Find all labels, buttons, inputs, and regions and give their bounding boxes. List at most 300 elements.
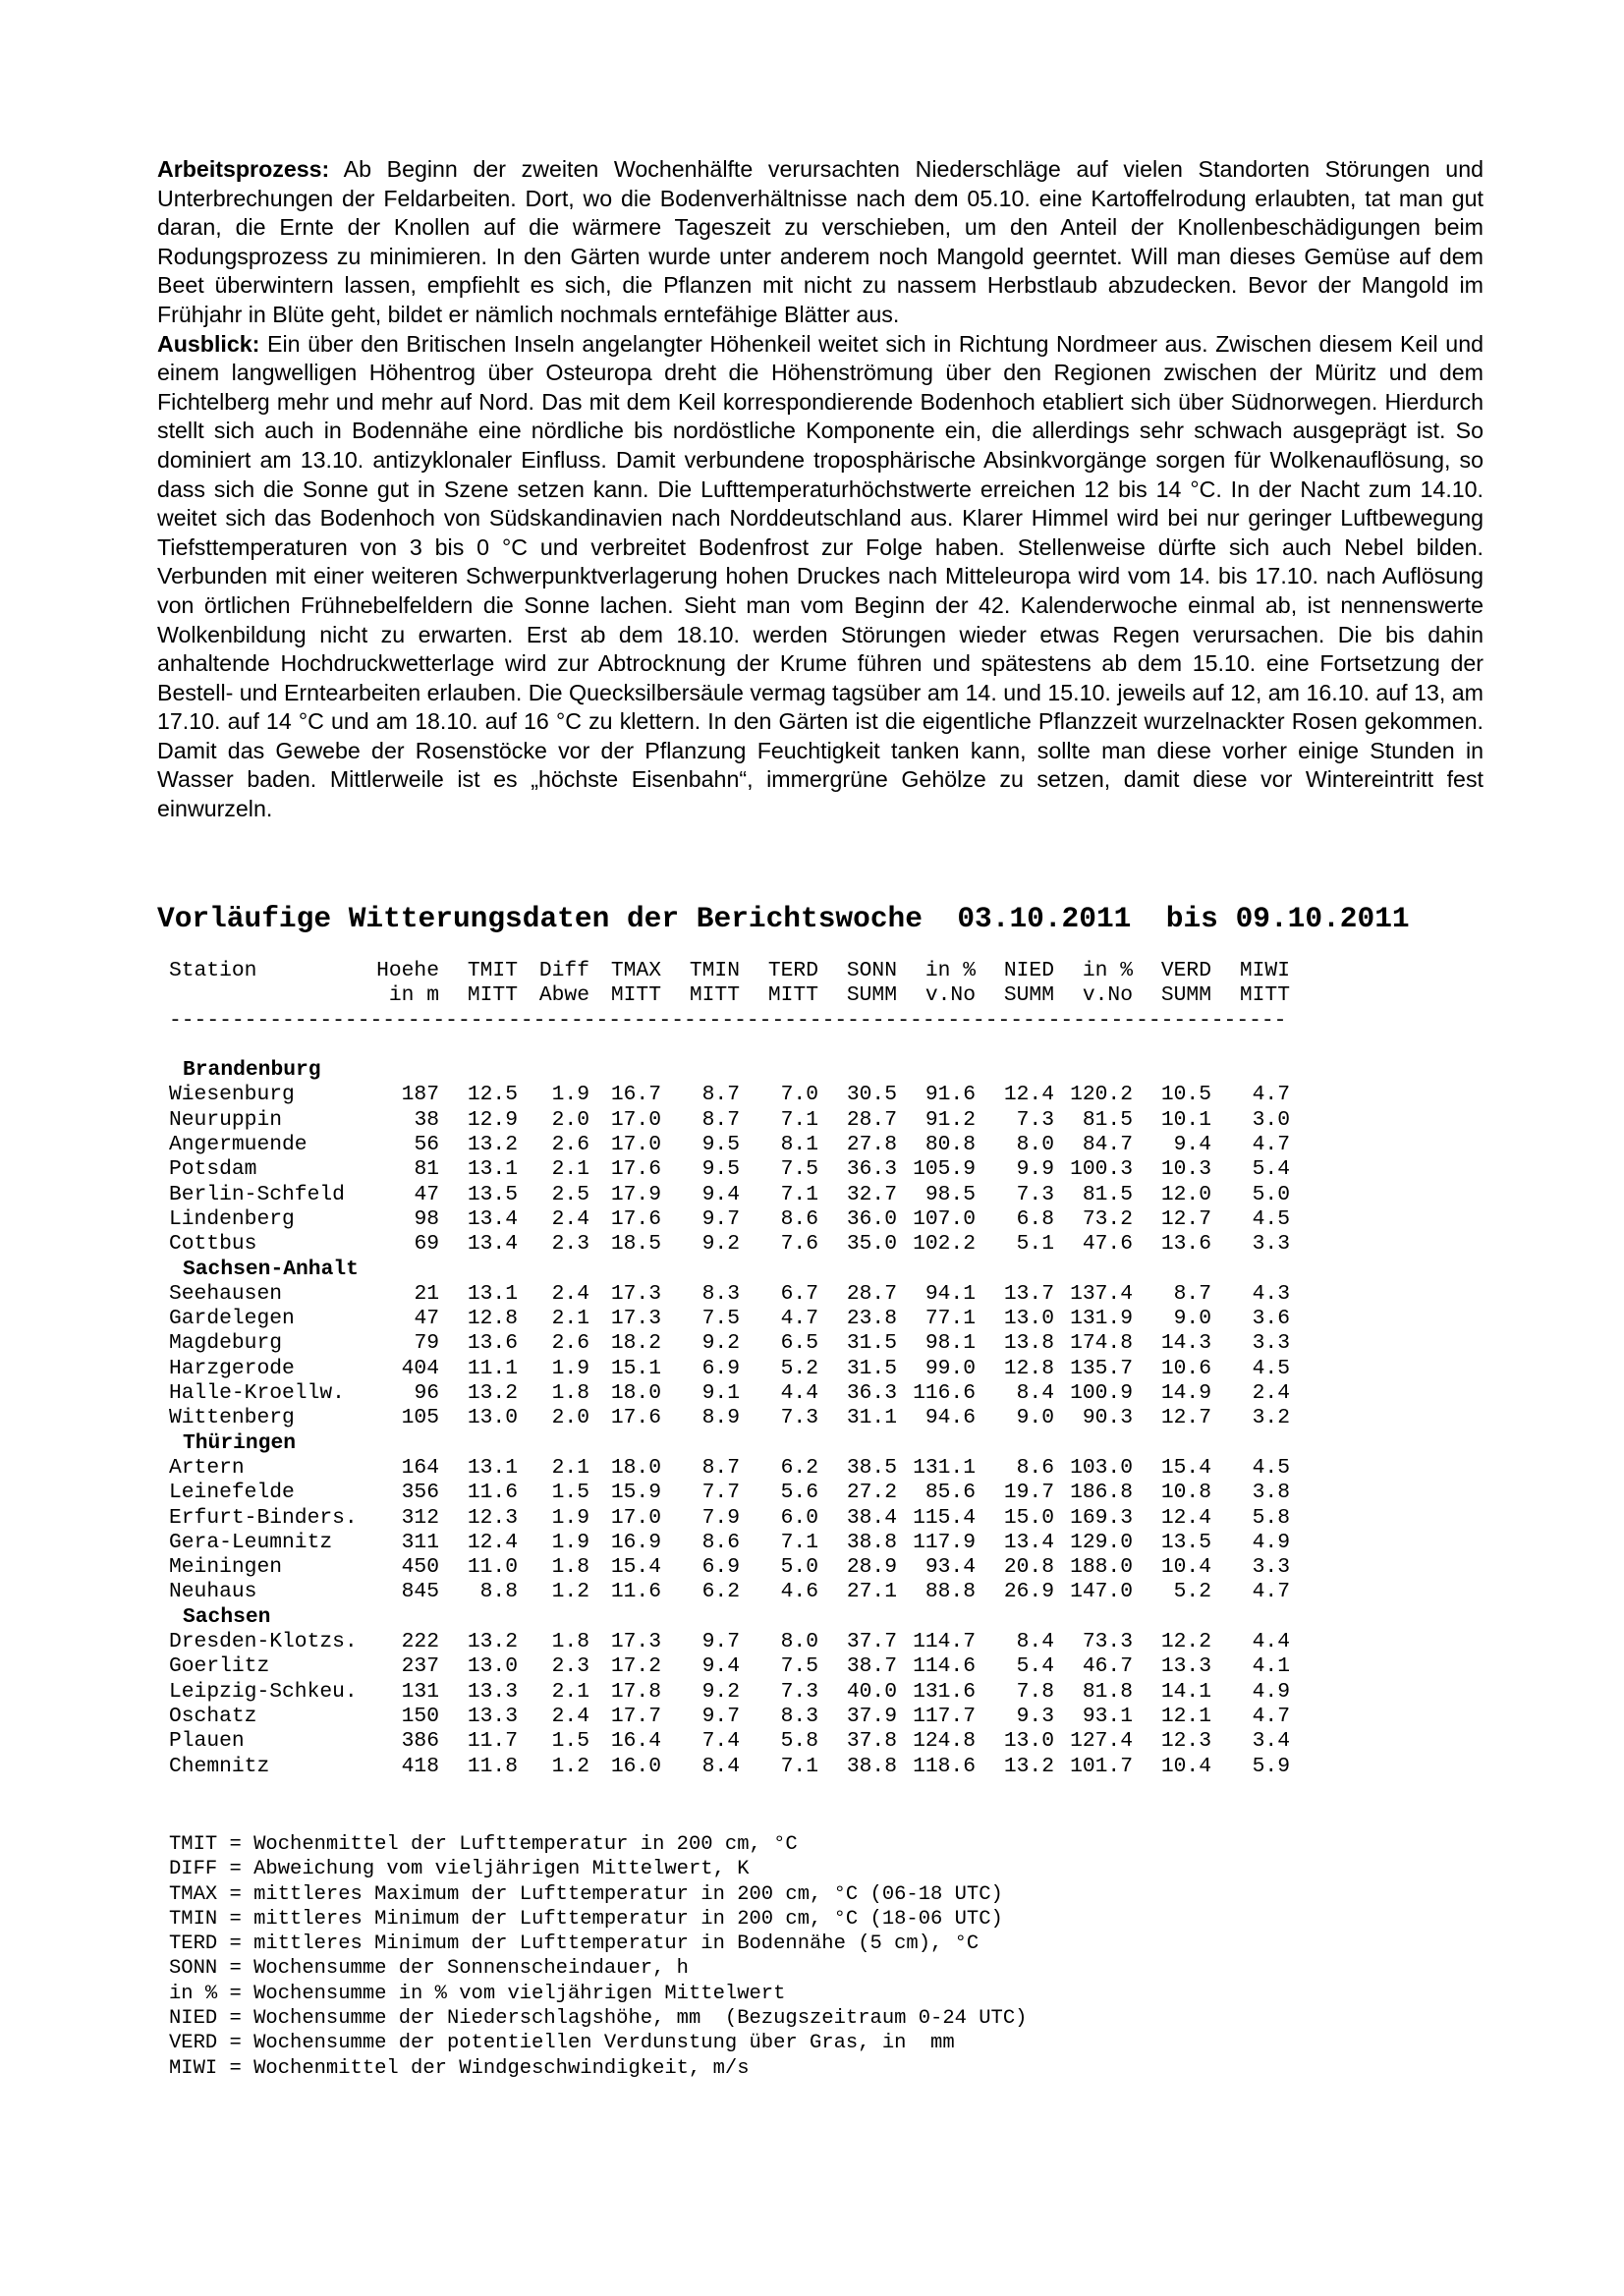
value-cell: 418 bbox=[401, 1754, 439, 1778]
station-cell: Berlin-Schfeld bbox=[169, 1182, 345, 1206]
station-cell: Lindenberg bbox=[169, 1206, 295, 1231]
value-cell: 12.8 bbox=[467, 1307, 518, 1331]
value-cell: 99.0 bbox=[924, 1356, 976, 1380]
value-cell: 13.7 bbox=[1003, 1281, 1054, 1306]
value-cell: 38.7 bbox=[846, 1654, 897, 1679]
value-cell: 80.8 bbox=[924, 1133, 976, 1157]
value-cell: 102.2 bbox=[913, 1232, 976, 1257]
legend-line: in % = Wochensumme in % vom vieljährigen Mittelwert bbox=[169, 1982, 786, 2005]
value-cell: 9.4 bbox=[701, 1654, 740, 1679]
value-cell: 98.5 bbox=[924, 1182, 976, 1206]
legend-line: MIWI = Wochenmittel der Windgeschwindigkeit, m/s bbox=[169, 2056, 750, 2080]
value-cell: 13.2 bbox=[467, 1133, 518, 1157]
value-cell: 2.1 bbox=[551, 1307, 589, 1331]
table-spacer bbox=[169, 1034, 1290, 1058]
value-cell: 129.0 bbox=[1070, 1530, 1133, 1554]
value-cell: 1.5 bbox=[551, 1729, 589, 1754]
value-cell: 131.9 bbox=[1070, 1307, 1133, 1331]
station-cell: Artern bbox=[169, 1455, 245, 1480]
value-cell: 3.0 bbox=[1252, 1107, 1290, 1132]
value-cell: MITT bbox=[1239, 983, 1290, 1008]
value-cell: 94.6 bbox=[924, 1406, 976, 1430]
value-cell: 164 bbox=[401, 1455, 439, 1480]
value-cell: 18.0 bbox=[610, 1455, 661, 1480]
value-cell: 11.6 bbox=[610, 1580, 661, 1604]
value-cell: 2.4 bbox=[551, 1206, 589, 1231]
value-cell: 13.1 bbox=[467, 1281, 518, 1306]
value-cell: 13.0 bbox=[1003, 1307, 1054, 1331]
value-cell: 47 bbox=[414, 1182, 439, 1206]
value-cell: 12.3 bbox=[1160, 1729, 1211, 1754]
value-cell: 135.7 bbox=[1070, 1356, 1133, 1380]
ausblick-text: Ein über den Britischen Inseln angelangter Höhenkeil weitet sich in Richtung Nordmeer aus. Zwischen diesem Keil und einem langwelligen Höhentrog über Osteuropa dreht die Höhenströmung über den Regionen zwischen der Müritz und dem Fichtelberg mehr und mehr auf Nord. Das mit dem Keil korrespondierende Bodenhoch etabliert sich über Südnorwegen. Hierdurch stellt sich auch in Bodennähe eine nördliche bis nordöstliche Komponente ein, die allerdings sehr schwach ausgeprägt ist. So dominiert am 13.10. antizyklonaler Einfluss. Damit verbundene troposphärische Absinkvorgänge sorgen für Wolkenauflösung, so dass sich die Sonne gut in Szene setzen kann. Die Lufttemperaturhöchstwerte erreichen 12 bis 14 °C. In der Nacht zum 14.10. weitet sich das Bodenhoch von Südskandinavien nach Norddeutschland aus. Klarer Himmel wird bei nur geringer Luftbewegung Tiefsttemperaturen von 3 bis 0 °C und verbreitet Bodenfrost zur Folge haben. Stellenweise dürfte sich auch Nebel bilden. Verbunden mit einer weiteren Schwerpunktverlagerung hohen Druckes nach Mitteleuropa wird vom 14. bis 17.10. nach Auflösung von örtlichen Frühnebelfeldern die Sonne lachen. Sieht man vom Beginn der 42. Kalenderwoche einmal ab, ist nennenswerte Wolkenbildung nicht zu erwarten. Erst ab dem 18.10. werden Störungen wieder etwas Regen verursachen. Die bis dahin anhaltende Hochdruckwetterlage wird zur Abtrocknung der Krume führen und spätestens ab dem 15.10. eine Fortsetzung der Bestell- und Erntearbeiten erlauben. Die Quecksilbersäule vermag tagsüber am 14. und 15.10. jeweils auf 12, am 16.10. auf 13, am 17.10. auf 14 °C und am 18.10. auf 16 °C zu klettern. In den Gärten ist die eigentliche Pflanzzeit wurzelnackter Rosen gekommen. Damit das Gewebe der Rosenstöcke vor der Pflanzung Feuchtigkeit tanken kann, sollte man diese vorher einige Stunden in Wasser baden. Mittlerweile ist es „höchste Eisenbahn“, immergrüne Gehölze zu setzen, damit diese vor Wintereintritt fest einwurzeln. bbox=[157, 330, 1484, 822]
value-cell: 124.8 bbox=[913, 1729, 976, 1754]
value-cell: 4.7 bbox=[1252, 1133, 1290, 1157]
value-cell: 12.7 bbox=[1160, 1206, 1211, 1231]
value-cell: 17.7 bbox=[610, 1704, 661, 1728]
value-cell: in % bbox=[1082, 959, 1133, 982]
station-cell: Station bbox=[169, 959, 257, 982]
value-cell: 4.4 bbox=[1252, 1630, 1290, 1654]
station-cell: Goerlitz bbox=[169, 1654, 270, 1679]
value-cell: TMIT bbox=[467, 959, 518, 982]
value-cell: 18.5 bbox=[610, 1232, 661, 1257]
table-separator: ----------------------------------------------------------------------------------------- bbox=[169, 1008, 1287, 1033]
value-cell: 7.5 bbox=[780, 1157, 818, 1182]
value-cell: 3.2 bbox=[1252, 1406, 1290, 1430]
value-cell: 7.1 bbox=[780, 1182, 818, 1206]
value-cell: 27.2 bbox=[846, 1481, 897, 1505]
value-cell: in % bbox=[924, 959, 976, 982]
value-cell: 28.7 bbox=[846, 1281, 897, 1306]
value-cell: 15.1 bbox=[610, 1356, 661, 1380]
value-cell: 8.3 bbox=[780, 1704, 818, 1728]
value-cell: 9.0 bbox=[1173, 1307, 1211, 1331]
table-row bbox=[169, 1481, 1290, 1505]
value-cell: 16.0 bbox=[610, 1754, 661, 1778]
region-heading: Sachsen-Anhalt bbox=[183, 1257, 359, 1281]
value-cell: 8.7 bbox=[1173, 1281, 1211, 1306]
value-cell: 6.5 bbox=[780, 1331, 818, 1356]
value-cell: 4.7 bbox=[1252, 1704, 1290, 1728]
value-cell: 15.4 bbox=[1160, 1455, 1211, 1480]
value-cell: 13.0 bbox=[467, 1654, 518, 1679]
value-cell: 5.0 bbox=[780, 1555, 818, 1580]
value-cell: MITT bbox=[689, 983, 740, 1008]
value-cell: 12.3 bbox=[467, 1505, 518, 1530]
region-heading: Thüringen bbox=[183, 1430, 297, 1455]
value-cell: 36.0 bbox=[846, 1206, 897, 1231]
value-cell: 450 bbox=[401, 1555, 439, 1580]
value-cell: 2.1 bbox=[551, 1157, 589, 1182]
report-text bbox=[157, 155, 1484, 824]
value-cell: 40.0 bbox=[846, 1679, 897, 1704]
value-cell: 10.1 bbox=[1160, 1107, 1211, 1132]
value-cell: 12.1 bbox=[1160, 1704, 1211, 1728]
value-cell: 91.2 bbox=[924, 1107, 976, 1132]
value-cell: 4.9 bbox=[1252, 1530, 1290, 1554]
value-cell: 3.6 bbox=[1252, 1307, 1290, 1331]
value-cell: 4.6 bbox=[780, 1580, 818, 1604]
value-cell: 9.7 bbox=[701, 1206, 740, 1231]
value-cell: 13.2 bbox=[467, 1630, 518, 1654]
value-cell: 5.4 bbox=[1252, 1157, 1290, 1182]
value-cell: Hoehe bbox=[376, 959, 439, 982]
value-cell: 15.4 bbox=[610, 1555, 661, 1580]
station-cell: Magdeburg bbox=[169, 1331, 283, 1356]
value-cell: 7.3 bbox=[1016, 1182, 1054, 1206]
legend-line: TERD = mittleres Minimum der Lufttemperatur in Bodennähe (5 cm), °C bbox=[169, 1932, 980, 1956]
value-cell: 4.4 bbox=[780, 1381, 818, 1406]
value-cell: 21 bbox=[414, 1281, 439, 1306]
value-cell: 47.6 bbox=[1082, 1232, 1133, 1257]
value-cell: Diff bbox=[538, 959, 589, 982]
value-cell: 96 bbox=[414, 1381, 439, 1406]
value-cell: 2.6 bbox=[551, 1133, 589, 1157]
value-cell: 15.9 bbox=[610, 1481, 661, 1505]
value-cell: 12.0 bbox=[1160, 1182, 1211, 1206]
value-cell: 5.1 bbox=[1016, 1232, 1054, 1257]
value-cell: 6.7 bbox=[780, 1281, 818, 1306]
value-cell: 1.9 bbox=[551, 1356, 589, 1380]
value-cell: 11.0 bbox=[467, 1555, 518, 1580]
value-cell: 18.0 bbox=[610, 1381, 661, 1406]
weather-table bbox=[169, 959, 1290, 1779]
value-cell: 2.1 bbox=[551, 1455, 589, 1480]
value-cell: SUMM bbox=[1160, 983, 1211, 1008]
value-cell: 8.4 bbox=[701, 1754, 740, 1778]
value-cell: VERD bbox=[1160, 959, 1211, 982]
value-cell: 8.4 bbox=[1016, 1630, 1054, 1654]
table-row bbox=[169, 1705, 1290, 1729]
value-cell: 93.1 bbox=[1082, 1704, 1133, 1728]
value-cell: 32.7 bbox=[846, 1182, 897, 1206]
value-cell: 6.8 bbox=[1016, 1206, 1054, 1231]
value-cell: 98 bbox=[414, 1206, 439, 1231]
table-row bbox=[169, 1680, 1290, 1705]
table-row bbox=[169, 1555, 1290, 1580]
value-cell: 20.8 bbox=[1003, 1555, 1054, 1580]
value-cell: 187 bbox=[401, 1083, 439, 1107]
value-cell: SUMM bbox=[1003, 983, 1054, 1008]
value-cell: 17.3 bbox=[610, 1630, 661, 1654]
value-cell: TMIN bbox=[689, 959, 740, 982]
arbeitsprozess-label: Arbeitsprozess: bbox=[157, 156, 330, 182]
station-cell: Meiningen bbox=[169, 1555, 283, 1580]
value-cell: 8.6 bbox=[1016, 1455, 1054, 1480]
value-cell: 91.6 bbox=[924, 1083, 976, 1107]
table-row bbox=[169, 1357, 1290, 1381]
value-cell: 13.4 bbox=[467, 1206, 518, 1231]
value-cell: 69 bbox=[414, 1232, 439, 1257]
value-cell: 16.9 bbox=[610, 1530, 661, 1554]
station-cell: Harzgerode bbox=[169, 1356, 295, 1380]
value-cell: 9.1 bbox=[701, 1381, 740, 1406]
table-row bbox=[169, 1232, 1290, 1257]
value-cell: 56 bbox=[414, 1133, 439, 1157]
value-cell: 11.8 bbox=[467, 1754, 518, 1778]
table-row bbox=[169, 1282, 1290, 1307]
value-cell: 85.6 bbox=[924, 1481, 976, 1505]
value-cell: 17.0 bbox=[610, 1505, 661, 1530]
value-cell: 101.7 bbox=[1070, 1754, 1133, 1778]
value-cell: 10.3 bbox=[1160, 1157, 1211, 1182]
value-cell: 8.4 bbox=[1016, 1381, 1054, 1406]
value-cell: SONN bbox=[846, 959, 897, 982]
value-cell: 8.6 bbox=[701, 1530, 740, 1554]
value-cell: 4.3 bbox=[1252, 1281, 1290, 1306]
value-cell: 18.2 bbox=[610, 1331, 661, 1356]
value-cell: 94.1 bbox=[924, 1281, 976, 1306]
value-cell: in m bbox=[388, 983, 439, 1008]
value-cell: 127.4 bbox=[1070, 1729, 1133, 1754]
station-cell: Dresden-Klotzs. bbox=[169, 1630, 358, 1654]
value-cell: v.No bbox=[1082, 983, 1133, 1008]
value-cell: 12.2 bbox=[1160, 1630, 1211, 1654]
station-cell: Erfurt-Binders. bbox=[169, 1505, 358, 1530]
value-cell: MITT bbox=[610, 983, 661, 1008]
value-cell: 169.3 bbox=[1070, 1505, 1133, 1530]
value-cell: 7.1 bbox=[780, 1530, 818, 1554]
table-row bbox=[169, 1307, 1290, 1331]
value-cell: 27.8 bbox=[846, 1133, 897, 1157]
value-cell: 174.8 bbox=[1070, 1331, 1133, 1356]
value-cell: 36.3 bbox=[846, 1381, 897, 1406]
value-cell: 1.9 bbox=[551, 1083, 589, 1107]
value-cell: 38.4 bbox=[846, 1505, 897, 1530]
value-cell: 13.4 bbox=[1003, 1530, 1054, 1554]
value-cell: MIWI bbox=[1239, 959, 1290, 982]
value-cell: 9.2 bbox=[701, 1331, 740, 1356]
value-cell: 1.8 bbox=[551, 1630, 589, 1654]
value-cell: 7.1 bbox=[780, 1754, 818, 1778]
value-cell: 13.1 bbox=[467, 1455, 518, 1480]
value-cell: 9.3 bbox=[1016, 1704, 1054, 1728]
value-cell: 7.3 bbox=[780, 1406, 818, 1430]
table-row bbox=[169, 1183, 1290, 1207]
value-cell: 37.7 bbox=[846, 1630, 897, 1654]
value-cell: 9.7 bbox=[701, 1630, 740, 1654]
value-cell: 7.5 bbox=[701, 1307, 740, 1331]
value-cell: 14.3 bbox=[1160, 1331, 1211, 1356]
value-cell: 3.3 bbox=[1252, 1555, 1290, 1580]
station-cell: Oschatz bbox=[169, 1704, 257, 1728]
value-cell: 188.0 bbox=[1070, 1555, 1133, 1580]
ausblick-label: Ausblick: bbox=[157, 330, 260, 357]
value-cell: 186.8 bbox=[1070, 1481, 1133, 1505]
value-cell: 9.4 bbox=[701, 1182, 740, 1206]
value-cell: 17.9 bbox=[610, 1182, 661, 1206]
value-cell: 13.4 bbox=[467, 1232, 518, 1257]
value-cell: 12.4 bbox=[1003, 1083, 1054, 1107]
value-cell: 8.0 bbox=[1016, 1133, 1054, 1157]
table-header-row-1 bbox=[169, 959, 1290, 983]
value-cell: 6.2 bbox=[780, 1455, 818, 1480]
value-cell: 17.8 bbox=[610, 1679, 661, 1704]
value-cell: 7.3 bbox=[780, 1679, 818, 1704]
value-cell: 10.4 bbox=[1160, 1555, 1211, 1580]
value-cell: 17.2 bbox=[610, 1654, 661, 1679]
value-cell: 88.8 bbox=[924, 1580, 976, 1604]
value-cell: MITT bbox=[767, 983, 818, 1008]
value-cell: 7.7 bbox=[701, 1481, 740, 1505]
value-cell: MITT bbox=[467, 983, 518, 1008]
value-cell: 14.1 bbox=[1160, 1679, 1211, 1704]
value-cell: 2.4 bbox=[551, 1281, 589, 1306]
value-cell: 4.1 bbox=[1252, 1654, 1290, 1679]
value-cell: 105 bbox=[401, 1406, 439, 1430]
region-heading: Sachsen bbox=[183, 1604, 271, 1629]
value-cell: 311 bbox=[401, 1530, 439, 1554]
table-header-row-2 bbox=[169, 983, 1290, 1008]
value-cell: 13.5 bbox=[467, 1182, 518, 1206]
station-cell: Neuruppin bbox=[169, 1107, 283, 1132]
value-cell: TMAX bbox=[610, 959, 661, 982]
value-cell: 13.3 bbox=[467, 1704, 518, 1728]
value-cell: 5.9 bbox=[1252, 1754, 1290, 1778]
value-cell: 13.2 bbox=[467, 1381, 518, 1406]
value-cell: 46.7 bbox=[1082, 1654, 1133, 1679]
value-cell: 7.9 bbox=[701, 1505, 740, 1530]
value-cell: 5.6 bbox=[780, 1481, 818, 1505]
value-cell: 404 bbox=[401, 1356, 439, 1380]
station-cell: Chemnitz bbox=[169, 1754, 270, 1778]
value-cell: 77.1 bbox=[924, 1307, 976, 1331]
value-cell: 5.4 bbox=[1016, 1654, 1054, 1679]
value-cell: 17.3 bbox=[610, 1281, 661, 1306]
value-cell: 9.0 bbox=[1016, 1406, 1054, 1430]
value-cell: 13.3 bbox=[1160, 1654, 1211, 1679]
value-cell: 5.8 bbox=[780, 1729, 818, 1754]
value-cell: 115.4 bbox=[913, 1505, 976, 1530]
table-row bbox=[169, 1083, 1290, 1107]
value-cell: 2.4 bbox=[1252, 1381, 1290, 1406]
table-row bbox=[169, 1108, 1290, 1133]
value-cell: 237 bbox=[401, 1654, 439, 1679]
value-cell: 6.0 bbox=[780, 1505, 818, 1530]
value-cell: 19.7 bbox=[1003, 1481, 1054, 1505]
value-cell: 31.5 bbox=[846, 1356, 897, 1380]
value-cell: 107.0 bbox=[913, 1206, 976, 1231]
value-cell: 131.6 bbox=[913, 1679, 976, 1704]
legend-line: SONN = Wochensumme der Sonnenscheindauer, h bbox=[169, 1957, 689, 1981]
value-cell: 47 bbox=[414, 1307, 439, 1331]
value-cell: 13.8 bbox=[1003, 1331, 1054, 1356]
value-cell: 9.4 bbox=[1173, 1133, 1211, 1157]
station-cell: Potsdam bbox=[169, 1157, 257, 1182]
value-cell: 131.1 bbox=[913, 1455, 976, 1480]
value-cell: 103.0 bbox=[1070, 1455, 1133, 1480]
value-cell: 7.6 bbox=[780, 1232, 818, 1257]
value-cell: 2.0 bbox=[551, 1107, 589, 1132]
value-cell: 3.3 bbox=[1252, 1331, 1290, 1356]
value-cell: 12.4 bbox=[1160, 1505, 1211, 1530]
value-cell: 8.0 bbox=[780, 1630, 818, 1654]
value-cell: 131 bbox=[401, 1679, 439, 1704]
value-cell: 79 bbox=[414, 1331, 439, 1356]
abbreviation-legend bbox=[169, 1832, 1027, 2081]
value-cell: 98.1 bbox=[924, 1331, 976, 1356]
value-cell: 5.8 bbox=[1252, 1505, 1290, 1530]
value-cell: 147.0 bbox=[1070, 1580, 1133, 1604]
value-cell: 28.9 bbox=[846, 1555, 897, 1580]
value-cell: 30.5 bbox=[846, 1083, 897, 1107]
station-cell: Leipzig-Schkeu. bbox=[169, 1679, 358, 1704]
value-cell: 11.6 bbox=[467, 1481, 518, 1505]
value-cell: 35.0 bbox=[846, 1232, 897, 1257]
value-cell: 84.7 bbox=[1082, 1133, 1133, 1157]
legend-line: TMIT = Wochenmittel der Lufttemperatur in 200 cm, °C bbox=[169, 1833, 798, 1856]
value-cell: 100.3 bbox=[1070, 1157, 1133, 1182]
value-cell: 13.0 bbox=[1003, 1729, 1054, 1754]
legend-line: TMAX = mittleres Maximum der Lufttemperatur in 200 cm, °C (06-18 UTC) bbox=[169, 1882, 1003, 1906]
value-cell: 5.2 bbox=[1173, 1580, 1211, 1604]
paragraph-ausblick bbox=[157, 330, 1484, 824]
value-cell: 100.9 bbox=[1070, 1381, 1133, 1406]
value-cell: 90.3 bbox=[1082, 1406, 1133, 1430]
value-cell: 11.1 bbox=[467, 1356, 518, 1380]
value-cell: 1.2 bbox=[551, 1754, 589, 1778]
value-cell: 6.2 bbox=[701, 1580, 740, 1604]
station-cell: Angermuende bbox=[169, 1133, 308, 1157]
value-cell: SUMM bbox=[846, 983, 897, 1008]
value-cell: 81.5 bbox=[1082, 1107, 1133, 1132]
table-row bbox=[169, 1133, 1290, 1157]
value-cell: 37.9 bbox=[846, 1704, 897, 1728]
value-cell: 117.9 bbox=[913, 1530, 976, 1554]
value-cell: 4.7 bbox=[1252, 1083, 1290, 1107]
table-row bbox=[169, 1331, 1290, 1356]
value-cell: 12.8 bbox=[1003, 1356, 1054, 1380]
value-cell: 845 bbox=[401, 1580, 439, 1604]
value-cell: 9.5 bbox=[701, 1133, 740, 1157]
value-cell: 2.4 bbox=[551, 1704, 589, 1728]
table-row bbox=[169, 1630, 1290, 1654]
value-cell: 386 bbox=[401, 1729, 439, 1754]
value-cell: 31.5 bbox=[846, 1331, 897, 1356]
value-cell: 118.6 bbox=[913, 1754, 976, 1778]
table-row bbox=[169, 1755, 1290, 1779]
station-cell: Plauen bbox=[169, 1729, 245, 1754]
legend-line: TMIN = mittleres Minimum der Lufttemperatur in 200 cm, °C (18-06 UTC) bbox=[169, 1907, 1003, 1931]
table-row bbox=[169, 1531, 1290, 1555]
value-cell: 12.4 bbox=[467, 1530, 518, 1554]
legend-line: VERD = Wochensumme der potentiellen Verdunstung über Gras, in mm bbox=[169, 2032, 955, 2055]
value-cell: 7.5 bbox=[780, 1654, 818, 1679]
station-cell: Cottbus bbox=[169, 1232, 257, 1257]
value-cell: 16.7 bbox=[610, 1083, 661, 1107]
value-cell: 4.7 bbox=[1252, 1580, 1290, 1604]
value-cell: 114.7 bbox=[913, 1630, 976, 1654]
station-cell: Seehausen bbox=[169, 1281, 283, 1306]
value-cell: 9.9 bbox=[1016, 1157, 1054, 1182]
table-row bbox=[169, 1381, 1290, 1406]
value-cell: 12.7 bbox=[1160, 1406, 1211, 1430]
value-cell: 117.7 bbox=[913, 1704, 976, 1728]
value-cell: 7.3 bbox=[1016, 1107, 1054, 1132]
table-row bbox=[169, 1406, 1290, 1430]
value-cell: 13.5 bbox=[1160, 1530, 1211, 1554]
legend-line: NIED = Wochensumme der Niederschlagshöhe, mm (Bezugszeitraum 0-24 UTC) bbox=[169, 2007, 1028, 2031]
value-cell: 4.9 bbox=[1252, 1679, 1290, 1704]
value-cell: 73.3 bbox=[1082, 1630, 1133, 1654]
value-cell: 105.9 bbox=[913, 1157, 976, 1182]
table-row bbox=[169, 1729, 1290, 1754]
value-cell: 11.7 bbox=[467, 1729, 518, 1754]
station-cell: Halle-Kroellw. bbox=[169, 1381, 345, 1406]
value-cell: 73.2 bbox=[1082, 1206, 1133, 1231]
value-cell: TERD bbox=[767, 959, 818, 982]
